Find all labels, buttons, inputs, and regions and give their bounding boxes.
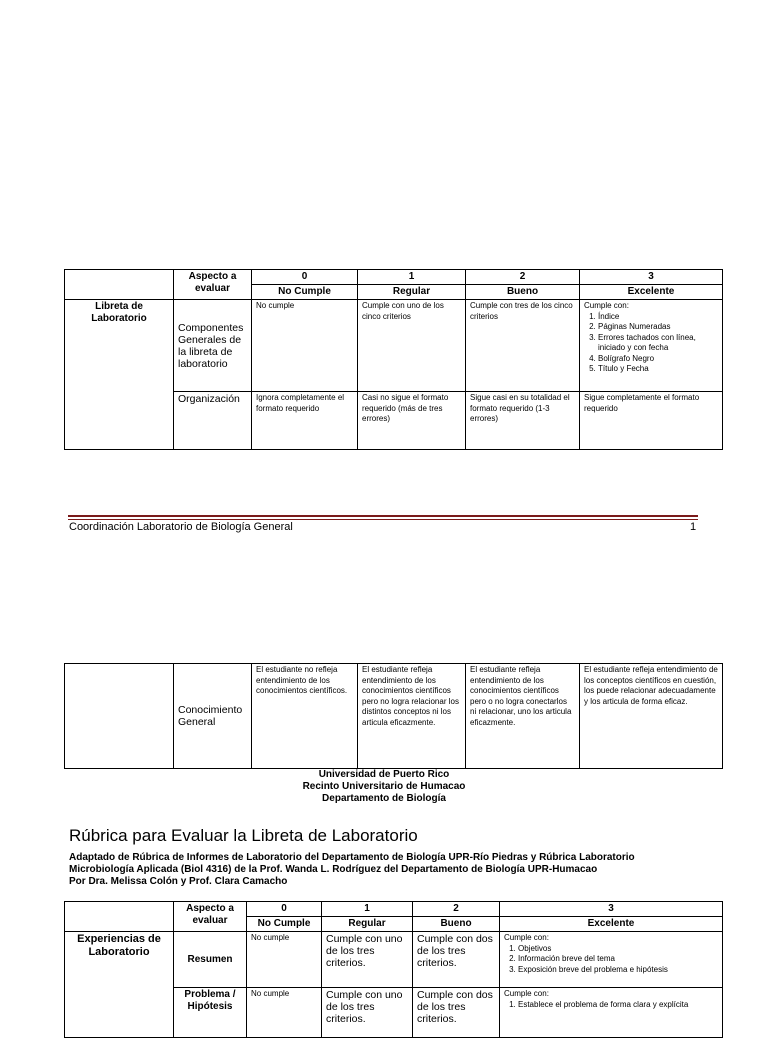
section-label: Libreta de Laboratorio [65,300,174,450]
criteria-item: 5. Título y Fecha [598,364,718,375]
footer-divider [68,515,698,517]
criteria-item: 2. Páginas Numeradas [598,322,718,333]
header-score-1: 1 [358,270,466,285]
authors-line: Por Dra. Melissa Colón y Prof. Clara Camacho [69,876,288,887]
criteria-item: 1. Índice [598,312,718,323]
rubric-title: Rúbrica para Evaluar la Libreta de Laboratorio [69,826,418,845]
cell-r2-c3 [500,988,723,1038]
campus-name: Recinto Universitario de Humacao [302,781,466,792]
aspect-conocimiento: Conocimiento General [174,664,252,769]
page-number: 1 [690,521,697,533]
header-aspect: Aspecto a evaluar [174,270,252,300]
header-level-1: Regular [322,917,413,932]
header-score-0: 0 [247,902,322,917]
cell-r2-c0: Ignora completamente el formato requerido [252,392,358,450]
cell-c0: El estudiante no refleja entendimiento de los conocimientos científicos. [252,664,358,769]
header-score-3: 3 [500,902,723,917]
cell-r1-c0: No cumple [247,932,322,988]
criteria-list [504,1000,718,1011]
section-label: Experiencias de Laboratorio [65,932,174,1038]
cell-r1-c3 [580,300,723,392]
header-score-0: 0 [252,270,358,285]
cell-r1-c1: Cumple con uno de los cinco criterios [358,300,466,392]
criteria-intro: Cumple con: [504,989,549,998]
header-score-1: 1 [322,902,413,917]
cell-r2-c1: Cumple con uno de los tres criterios. [322,988,413,1038]
criteria-intro: Cumple con: [504,933,549,942]
header-score-3: 3 [580,270,723,285]
adaptation-note [69,852,635,888]
cell-c3: El estudiante refleja entendimiento de los conceptos científicos en cuestión, los puede relacionar adecuadamente y los articula de forma eficaz. [580,664,723,769]
rubric-table-3 [64,901,723,1038]
criteria-intro: Cumple con: [584,301,629,310]
cell-r2-c1: Casi no sigue el formato requerido (más de tres errores) [358,392,466,450]
rubric-table-1 [64,269,723,450]
criteria-list [504,944,718,976]
aspect-componentes: Componentes Generales de la libreta de laboratorio [174,300,252,392]
header-level-3: Excelente [580,285,723,300]
footer-text: Coordinación Laboratorio de Biología General [69,521,293,533]
cell-r1-c2: Cumple con dos de los tres criterios. [413,932,500,988]
criteria-item: 4. Bolígrafo Negro [598,354,718,365]
adaptation-line: Adaptado de Rúbrica de Informes de Laboratorio del Departamento de Biología UPR-Río Piedras y Rúbrica Laboratorio [69,852,635,863]
rubric-table-2 [64,663,723,769]
university-name: Universidad de Puerto Rico [318,769,450,780]
header-score-2: 2 [413,902,500,917]
cell-r2-c2: Sigue casi en su totalidad el formato requerido (1-3 errores) [466,392,580,450]
cell-r1-c3 [500,932,723,988]
cell-r1-c2: Cumple con tres de los cinco criterios [466,300,580,392]
empty-corner [65,270,174,300]
header-level-0: No Cumple [247,917,322,932]
empty-corner [65,902,174,932]
header-level-0: No Cumple [252,285,358,300]
header-score-2: 2 [466,270,580,285]
cell-r2-c2: Cumple con dos de los tres criterios. [413,988,500,1038]
header-level-2: Bueno [413,917,500,932]
department-name: Departamento de Biología [322,793,446,804]
empty-section-cell [65,664,174,769]
cell-r1-c1: Cumple con uno de los tres criterios. [322,932,413,988]
cell-r2-c3: Sigue completamente el formato requerido [580,392,723,450]
criteria-item: 1. Objetivos [518,944,718,955]
criteria-item: 1. Establece el problema de forma clara y explícita [518,1000,718,1011]
header-level-2: Bueno [466,285,580,300]
header-aspect: Aspecto a evaluar [174,902,247,932]
aspect-organizacion: Organización [174,392,252,450]
footer-divider-thin [68,519,698,520]
cell-r2-c0: No cumple [247,988,322,1038]
criteria-item: 3. Errores tachados con línea, iniciado y con fecha [598,333,718,354]
cell-c2: El estudiante refleja entendimiento de los conocimientos científicos pero o no logra conectarlos ni relacionar, uno los articula eficazmente. [466,664,580,769]
criteria-item: 3. Exposición breve del problema e hipótesis [518,965,718,976]
aspect-resumen: Resumen [174,932,247,988]
cell-c1: El estudiante refleja entendimiento de los conocimientos científicos pero no logra relacionar los distintos conceptos ni los articula eficazmente. [358,664,466,769]
cell-r1-c0: No cumple [252,300,358,392]
adaptation-line: Microbiología Aplicada (Biol 4316) de la Prof. Wanda L. Rodríguez del Departamento de Biología UPR-Humacao [69,864,598,875]
aspect-problema: Problema / Hipótesis [174,988,247,1038]
criteria-item: 2. Información breve del tema [518,954,718,965]
criteria-list [584,312,718,375]
header-level-3: Excelente [500,917,723,932]
header-level-1: Regular [358,285,466,300]
